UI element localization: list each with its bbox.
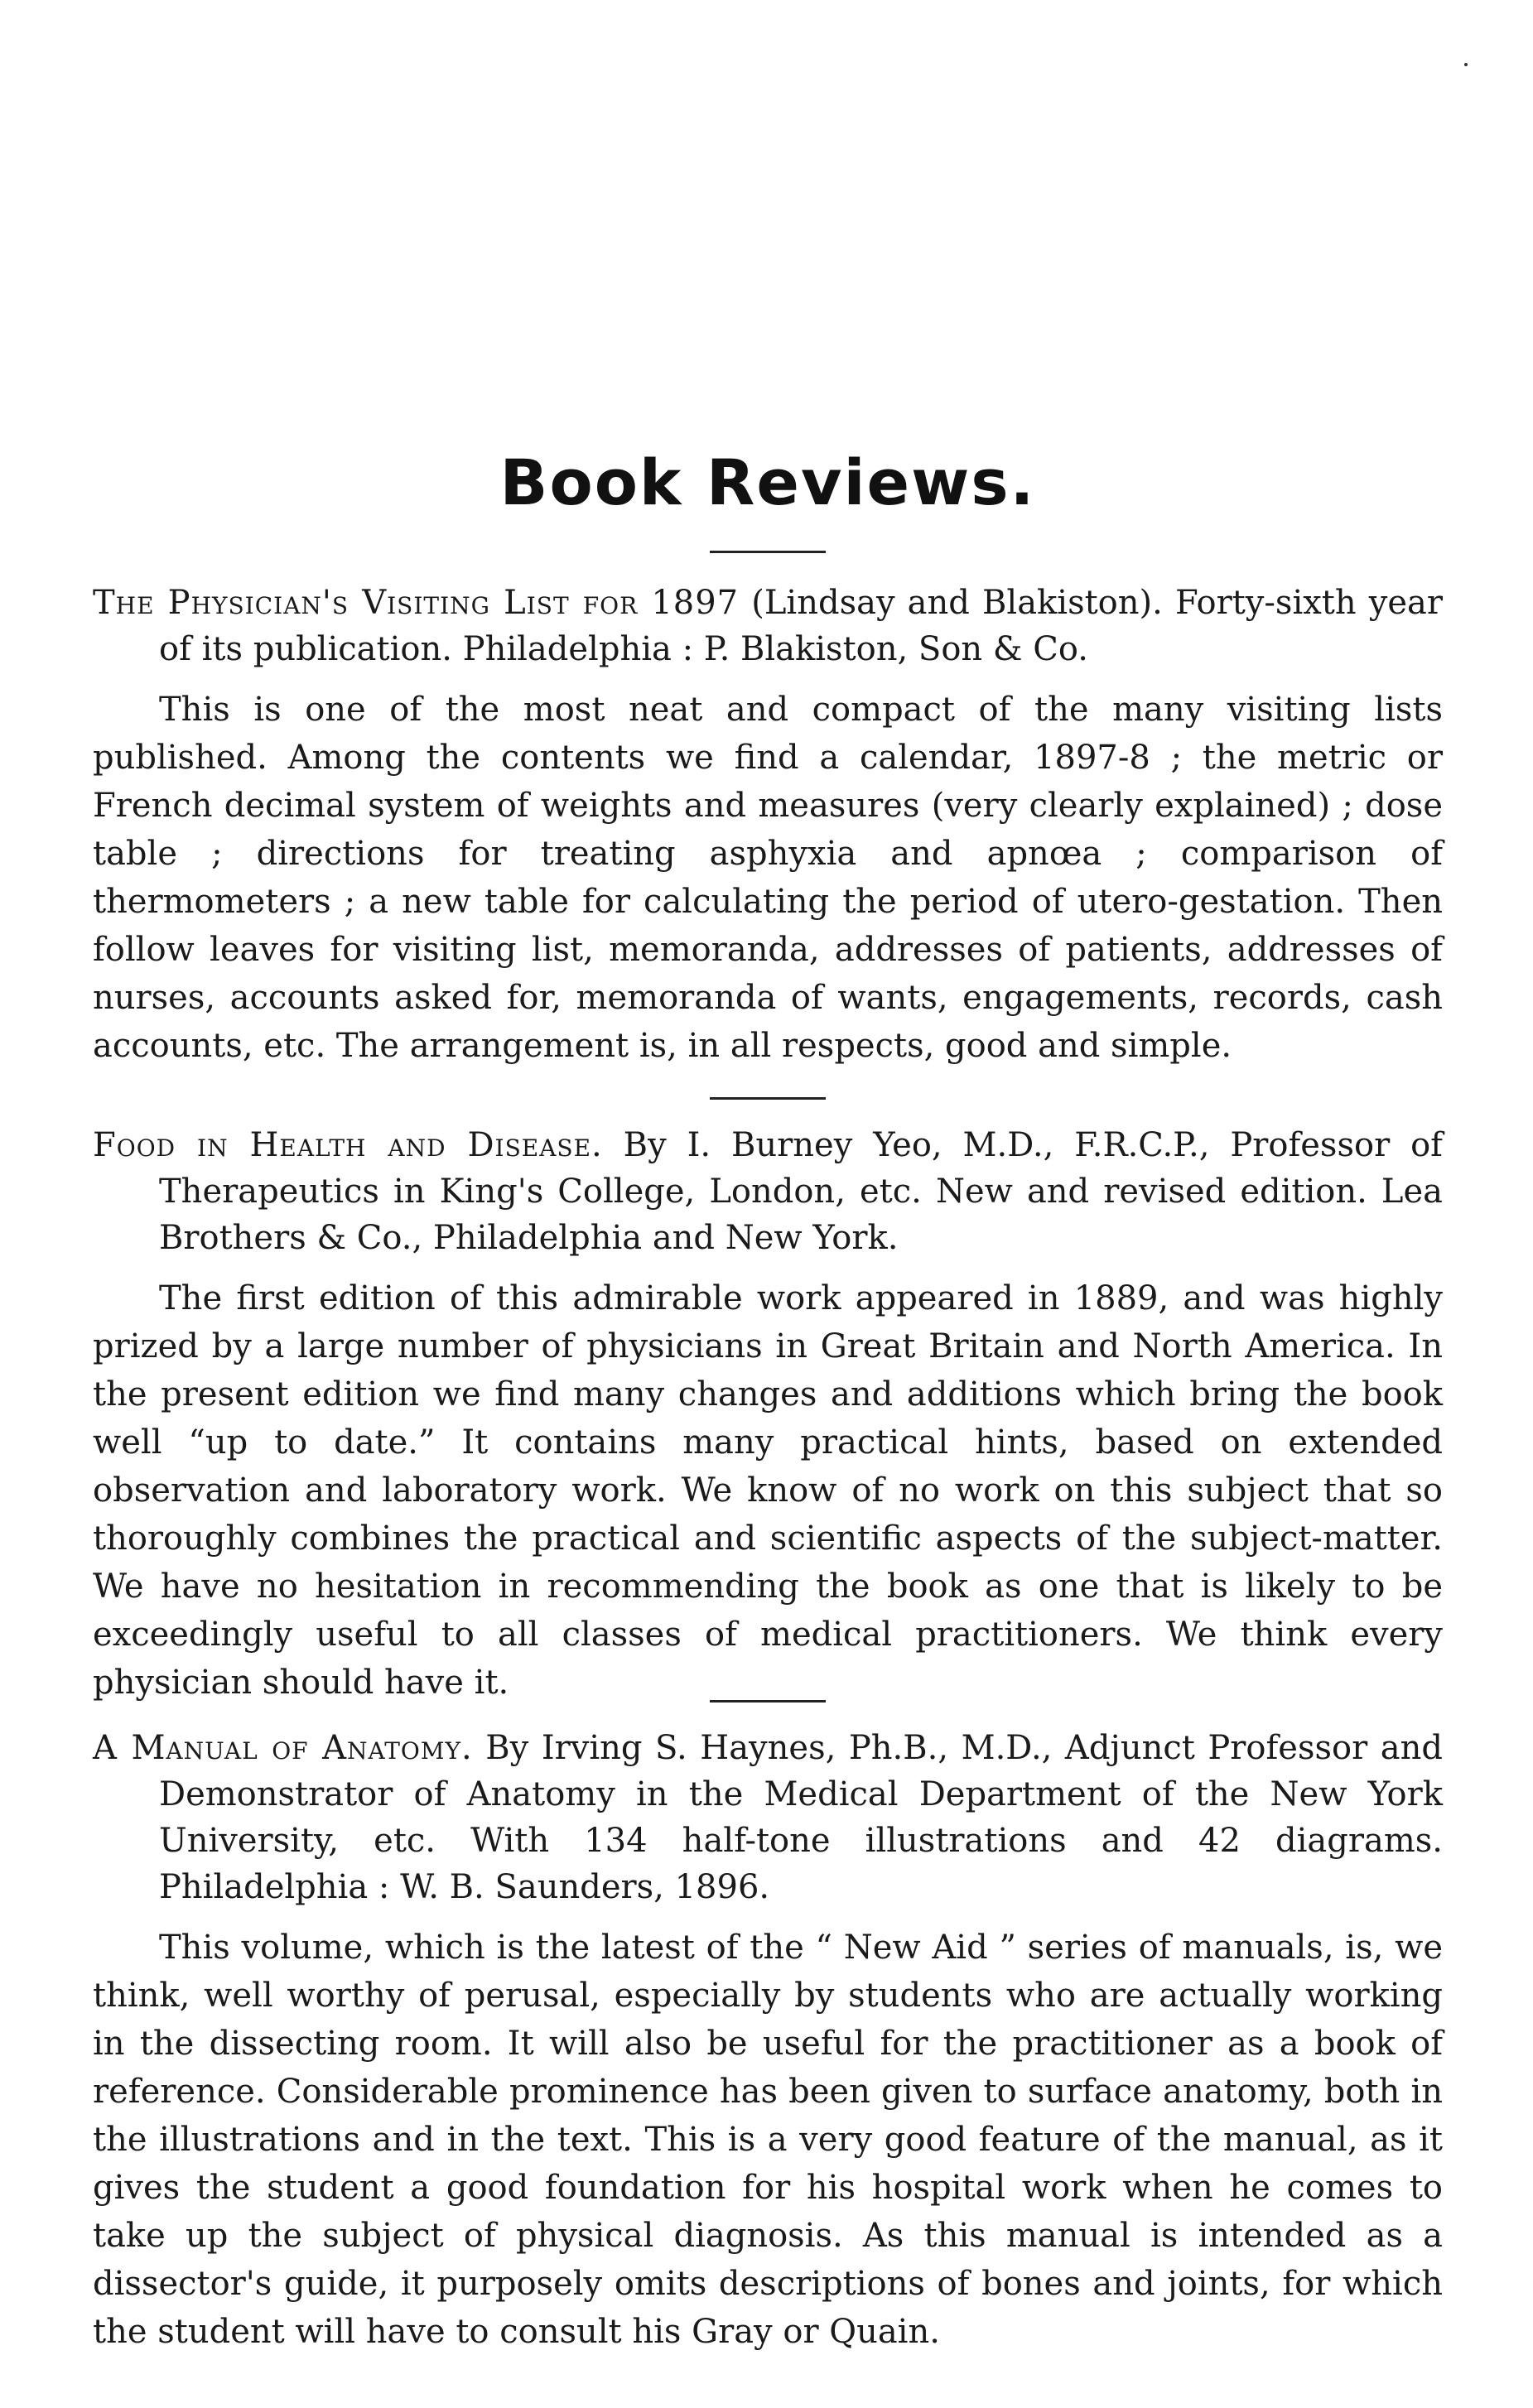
review-citation	[93, 580, 1443, 672]
section-rule	[710, 1700, 826, 1702]
review-body: The first edition of this admirable work appeared in 1889, and was highly prized by a large number of physicians in Great Britain and North America. In the present edition we find many changes and additions which bring the book well “up to date.” It contains many practical hints, based on extended observation and laboratory work. We know of no work on this subject that so thoroughly combines the practical and scientific aspects of the subject-matter. We have no hesitation in recommending the book as one that is likely to be exceedingly useful to all classes of medical practitioners. We think every physician should have it.	[93, 1279, 1443, 1702]
section-rule	[710, 1097, 826, 1100]
review-citation	[93, 1725, 1443, 1910]
page-heading: Book Reviews.	[499, 445, 1036, 519]
review-food-in-health	[93, 1122, 1443, 1707]
review-body: This is one of the most neat and compact of the many visiting lists published. Among the contents we find a calendar, 1897-8 ; the metric or French decimal system of weights and measures (very clearly explained) ; dose table ; directions for treating asphyxia and apnœa ; comparison of thermometers ; a new table for calculating the period of utero-gestation. Then follow leaves for visiting list, memoranda, addresses of patients, addresses of nurses, accounts asked for, memoranda of wants, engagements, records, cash accounts, etc. The arrangement is, in all respects, good and simple.	[93, 691, 1443, 1065]
review-title: Food in Health and Disease.	[93, 1126, 603, 1164]
review-body: This volume, which is the latest of the “ New Aid ” series of manuals, is, we think, well worthy of perusal, especially by students who are actually working in the dissecting room. It will also be useful for the practitioner as a book of reference. Considerable prominence has been given to surface anatomy, both in the illustrations and in the text. This is a very good feature of the manual, as it gives the student a good foundation for his hospital work when he comes to take up the subject of physical diagnosis. As this manual is intended as a dissector's guide, it purposely omits descriptions of bones and joints, for which the student will have to consult his Gray or Quain.	[93, 1929, 1443, 2351]
review-citation-text: (Lindsay and Blakiston). Forty-sixth year of its publication. Philadelphia : P. Blakiston, Son & Co.	[159, 584, 1443, 668]
review-title: The Physician's Visiting List for 1897	[93, 584, 740, 622]
review-citation-text: By Irving S. Haynes, Ph.B., M.D., Adjunct Professor and Demonstrator of Anatomy in the Medical Department of the New York University, etc. With 134 half-tone illustrations and 42 diagrams. Philadelphia : W. B. Saunders, 1896.	[159, 1729, 1443, 1906]
review-manual-of-anatomy	[93, 1725, 1443, 2356]
review-visiting-list	[93, 580, 1443, 1070]
print-speck	[1464, 63, 1468, 66]
review-citation	[93, 1122, 1443, 1261]
review-title: A Manual of Anatomy.	[93, 1729, 473, 1767]
heading-rule	[710, 551, 826, 553]
review-citation-text: By I. Burney Yeo, M.D., F.R.C.P., Professor of Therapeutics in King's College, London, etc. New and revised edition. Lea Brothers & Co., Philadelphia and New York.	[159, 1126, 1443, 1257]
